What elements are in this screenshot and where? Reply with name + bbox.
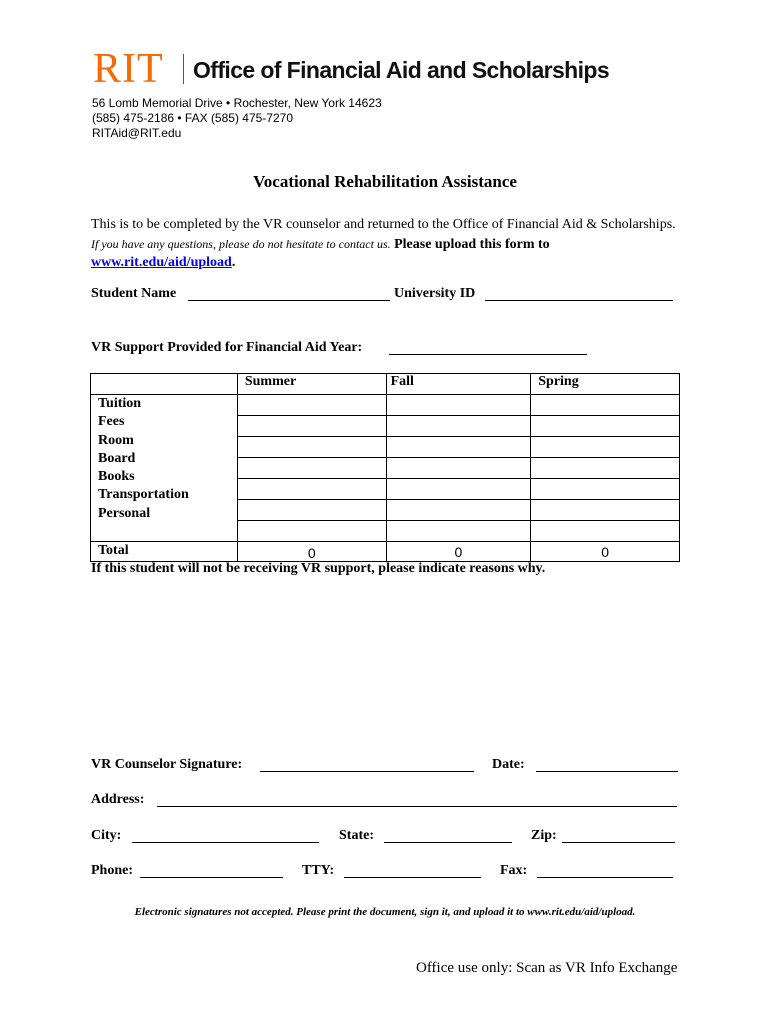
student-name-field[interactable] [188, 300, 390, 301]
university-id-field[interactable] [485, 300, 673, 301]
rit-logo: RIT [93, 46, 164, 92]
board-summer-cell[interactable] [237, 458, 386, 479]
transportation-spring-cell[interactable] [531, 500, 680, 521]
address-label: Address: [91, 792, 145, 807]
form-title: Vocational Rehabilitation Assistance [253, 172, 517, 191]
table-row [91, 395, 680, 416]
financial-aid-year-field[interactable] [389, 354, 587, 355]
tuition-fall-cell[interactable] [386, 395, 531, 416]
table-header-row [91, 374, 680, 395]
room-fall-cell[interactable] [386, 437, 531, 458]
zip-label: Zip: [531, 828, 557, 843]
row-label-board: Board [98, 450, 136, 466]
fax-field[interactable] [537, 877, 673, 878]
signature-label: VR Counselor Signature: [91, 757, 243, 772]
address-line: 56 Lomb Memorial Drive • Rochester, New York 14623 [92, 96, 382, 110]
fees-fall-cell[interactable] [386, 416, 531, 437]
total-summer-value: 0 [237, 542, 386, 562]
upload-link[interactable]: www.rit.edu/aid/upload [91, 255, 232, 270]
tty-label: TTY: [302, 863, 335, 878]
room-summer-cell[interactable] [237, 437, 386, 458]
address-field[interactable] [157, 806, 677, 807]
reasons-label: If this student will not be receiving VR support, please indicate reasons why. [91, 561, 546, 576]
intro-paragraph [91, 216, 681, 273]
row-label-personal: Personal [98, 505, 151, 521]
phone-field[interactable] [140, 877, 283, 878]
row-label-room: Room [98, 432, 134, 448]
phone-label: Phone: [91, 863, 133, 878]
fax-label: Fax: [500, 863, 528, 878]
row-label-books: Books [98, 469, 135, 485]
column-fall: Fall [386, 374, 531, 395]
room-spring-cell[interactable] [531, 437, 680, 458]
row-label-transportation: Transportation [98, 487, 189, 503]
vr-support-table [90, 373, 680, 562]
books-spring-cell[interactable] [531, 479, 680, 500]
intro-period: . [231, 255, 236, 270]
total-spring-value: 0 [531, 542, 680, 562]
row-labels-cell [91, 395, 238, 542]
phone-fax-line: (585) 475-2186 • FAX (585) 475-7270 [92, 111, 293, 125]
board-fall-cell[interactable] [386, 458, 531, 479]
date-field[interactable] [536, 771, 678, 772]
personal-summer-cell[interactable] [237, 521, 386, 542]
date-label: Date: [492, 757, 525, 772]
total-fall-value: 0 [386, 542, 531, 562]
state-label: State: [339, 828, 374, 843]
column-spring: Spring [531, 374, 680, 395]
table-total-row [91, 542, 680, 562]
intro-text: This is to be completed by the VR counselor and returned to the Office of Financial Aid & Scholarships. [91, 217, 676, 232]
books-summer-cell[interactable] [237, 479, 386, 500]
fees-spring-cell[interactable] [531, 416, 680, 437]
transportation-summer-cell[interactable] [237, 500, 386, 521]
table-header-blank [91, 374, 238, 395]
transportation-fall-cell[interactable] [386, 500, 531, 521]
logo-divider [183, 54, 184, 84]
row-label-tuition: Tuition [98, 396, 142, 411]
intro-upload: Please upload this form to [394, 236, 550, 252]
reasons-area[interactable] [91, 585, 681, 745]
vr-support-label: VR Support Provided for Financial Aid Year: [91, 340, 363, 355]
books-fall-cell[interactable] [386, 479, 531, 500]
tty-field[interactable] [344, 877, 481, 878]
office-use-note: Office use only: Scan as VR Info Exchange [416, 960, 678, 976]
email-line: RITAid@RIT.edu [92, 126, 182, 140]
signature-field[interactable] [260, 771, 474, 772]
personal-spring-cell[interactable] [531, 521, 680, 542]
student-name-label: Student Name [91, 286, 177, 301]
city-label: City: [91, 828, 122, 843]
footnote: Electronic signatures not accepted. Please print the document, sign it, and upload it to www.rit.edu/aid/upload. [134, 906, 636, 918]
tuition-summer-cell[interactable] [237, 395, 386, 416]
row-label-total: Total [91, 542, 238, 562]
university-id-label: University ID [394, 286, 476, 301]
tuition-spring-cell[interactable] [531, 395, 680, 416]
board-spring-cell[interactable] [531, 458, 680, 479]
personal-fall-cell[interactable] [386, 521, 531, 542]
intro-italic: If you have any questions, please do not hesitate to contact us. [91, 236, 391, 251]
city-field[interactable] [132, 842, 319, 843]
state-field[interactable] [384, 842, 512, 843]
column-summer: Summer [237, 374, 386, 395]
row-label-fees: Fees [98, 414, 125, 430]
zip-field[interactable] [562, 842, 675, 843]
office-name: Office of Financial Aid and Scholarships [193, 57, 610, 83]
fees-summer-cell[interactable] [237, 416, 386, 437]
